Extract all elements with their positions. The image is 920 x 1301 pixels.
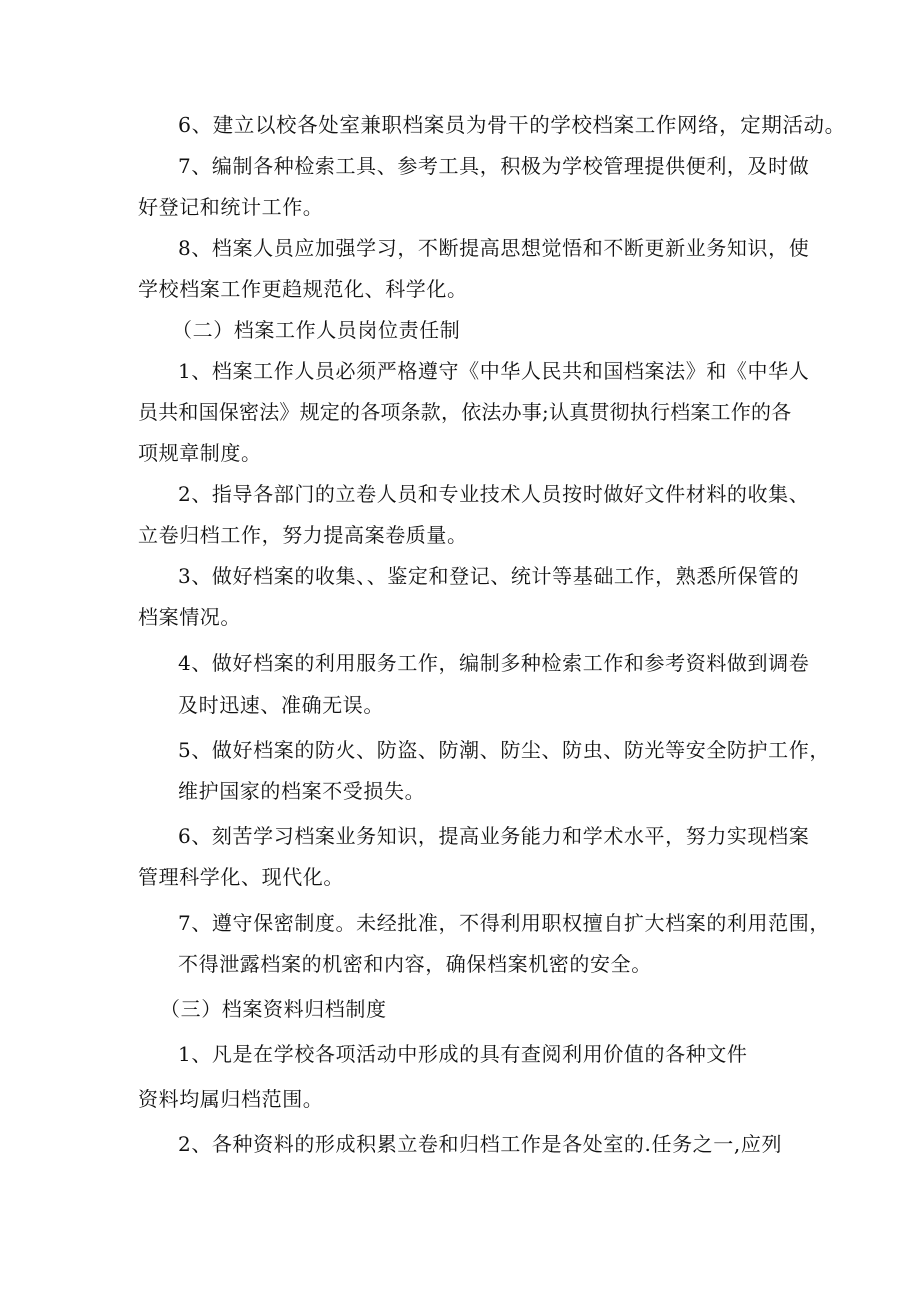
text-line: 6、刻苦学习档案业务知识，提高业务能力和学术水平，努力实现档案: [178, 824, 810, 848]
text-line: 7、遵守保密制度。未经批准，不得利用职权擅自扩大档案的利用范围，: [178, 911, 830, 935]
text-line: 5、做好档案的防火、防盗、防潮、防尘、防虫、防光等安全防护工作，: [178, 738, 830, 762]
text-line: 6、建立以校各处室兼职档案员为骨干的学校档案工作网络，定期活动。: [178, 113, 846, 137]
text-line: 项规章制度。: [138, 441, 262, 465]
text-line: 8、档案人员应加强学习，不断提高思想觉悟和不断更新业务知识，使: [178, 236, 810, 260]
text-line: 好登记和统计工作。: [138, 195, 324, 219]
text-line: 2、各种资料的形成积累立卷和归档工作是各处室的.任务之一,应列: [178, 1132, 783, 1156]
text-line: 3、做好档案的收集、、鉴定和登记、统计等基础工作，熟悉所保管的: [178, 564, 800, 588]
text-line: 管理科学化、现代化。: [138, 865, 344, 889]
text-line: 7、编制各种检索工具、参考工具，积极为学校管理提供便利，及时做: [178, 154, 810, 178]
text-line: 1、凡是在学校各项活动中形成的具有查阅利用价值的各种文件: [178, 1042, 748, 1066]
text-line: 不得泄露档案的机密和内容，确保档案机密的安全。: [178, 952, 652, 976]
section-heading: （三）档案资料归档制度: [160, 997, 387, 1021]
text-line: 4、做好档案的利用服务工作，编制多种检索工作和参考资料做到调卷: [178, 651, 810, 675]
text-line: 及时迅速、准确无误。: [178, 693, 384, 717]
section-heading: （二）档案工作人员岗位责任制: [172, 318, 461, 342]
text-line: 1、档案工作人员必须严格遵守《中华人民共和国档案法》和《中华人: [178, 359, 810, 383]
text-line: 立卷归档工作，努力提高案卷质量。: [138, 523, 468, 547]
text-line: 档案情况。: [138, 605, 241, 629]
text-line: 维护国家的档案不受损失。: [178, 779, 426, 803]
text-line: 2、指导各部门的立卷人员和专业技术人员按时做好文件材料的收集、: [178, 482, 810, 506]
text-line: 学校档案工作更趋规范化、科学化。: [138, 277, 468, 301]
text-line: 资料均属归档范围。: [138, 1087, 324, 1111]
text-line: 员共和国保密法》规定的各项条款，依法办事;认真贯彻执行档案工作的各: [138, 400, 792, 424]
